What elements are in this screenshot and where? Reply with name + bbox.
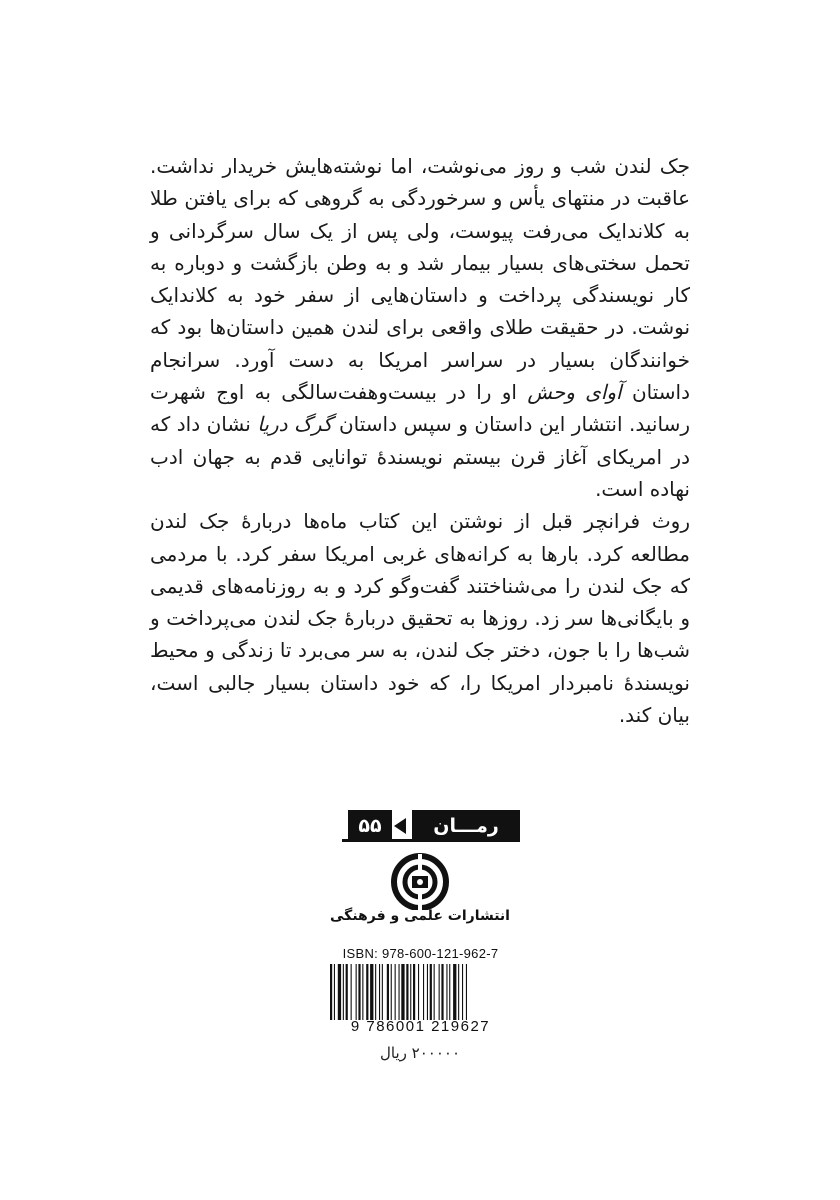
barcode-bar	[418, 964, 419, 1020]
barcode-digits: 9 786001 219627	[350, 1018, 491, 1035]
publisher-logo-icon	[382, 850, 458, 910]
price-label: ۲۰۰۰۰۰ ریال	[380, 1044, 460, 1062]
text-line: به کلاندایک می‌رفت پیوست، ولی پس از یک سال سرگردانی و	[150, 218, 690, 243]
text-line: جک لندن شب و روز می‌نوشت، اما نوشته‌هایش خریدار نداشت.	[150, 154, 690, 178]
text-line: نشان داد که در امریکای آغاز	[150, 412, 690, 469]
barcode-bar	[441, 964, 443, 1020]
text-line: خوانندگان بسیار در سراسر امریکا به دست آورد. سرانجام داستان	[150, 347, 691, 405]
barcode-bar	[406, 964, 408, 1020]
book-title-sea-wolf: گرگ دریا	[257, 412, 333, 437]
barcode-bar	[346, 964, 348, 1020]
barcode-bar	[334, 964, 335, 1020]
barcode-bar	[343, 964, 344, 1020]
barcode-bar	[462, 964, 463, 1020]
barcode-bar	[453, 964, 456, 1020]
text-line: نویسندهٔ نامبردار امریکا را، که خود داستان بسیار جالبی است، بیان	[150, 670, 690, 728]
barcode-bar	[399, 964, 400, 1020]
series-label: رمـــان	[412, 810, 520, 842]
text-line: کند.	[618, 703, 652, 728]
text-line: نویسندگی پرداخت و داستان‌هایی از سفر خود به کلاندایک نوشت.	[150, 283, 691, 340]
text-line: روث فرانچر قبل از نوشتن این کتاب ماه‌ها دربارهٔ جک لندن	[150, 509, 690, 534]
text-line: در حقیقت طلای واقعی برای لندن همین داستان‌ها بود که	[150, 315, 625, 340]
barcode-bar	[434, 964, 435, 1020]
text-line: شب‌ها را با جون، دختر جک لندن، به سر می‌برد تا زندگی و محیط	[150, 638, 690, 663]
barcode-bar	[370, 964, 373, 1020]
barcode-bar	[356, 964, 357, 1020]
text-line: جک لندن را می‌شناختند گفت‌وگو کرد و به روزنامه‌های قدیمی و	[150, 573, 691, 631]
barcode-bar	[427, 964, 428, 1020]
barcode-bar	[466, 964, 467, 1020]
barcode-bar	[375, 964, 376, 1020]
barcode-bar	[382, 964, 383, 1020]
text-line: تحمل سختی‌های بسیار بیمار شد و به وطن بازگشت و دوباره به کار	[150, 250, 690, 308]
barcode-bar	[391, 964, 392, 1020]
barcode-bar	[413, 964, 415, 1020]
barcode-bar	[358, 964, 360, 1020]
barcode-bar	[395, 964, 396, 1020]
barcode-bar	[379, 964, 380, 1020]
barcode-bar	[366, 964, 368, 1020]
text-line: او را در بیست‌وهفت‌سالگی به اوج شهرت رسانید. انتشار	[150, 380, 691, 437]
back-cover-text	[150, 150, 690, 731]
barcode-bar	[330, 964, 332, 1020]
barcode-bar	[458, 964, 459, 1020]
text-line: بایگانی‌ها سر زد. روزها به تحقیق دربارهٔ جک لندن می‌پرداخت و	[150, 606, 674, 631]
publisher-name: انتشارات علمی و فرهنگی	[330, 908, 510, 924]
barcode-bar	[351, 964, 352, 1020]
barcode-bar	[338, 964, 341, 1020]
barcode-bar	[449, 964, 450, 1020]
paragraph-1	[150, 150, 690, 505]
barcode-bar	[362, 964, 363, 1020]
barcode-bar	[410, 964, 411, 1020]
barcode-bar	[387, 964, 389, 1020]
series-number: ۵۵	[348, 810, 392, 842]
barcode-bar	[401, 964, 404, 1020]
barcode-bar	[446, 964, 447, 1020]
paragraph-2	[150, 505, 690, 731]
barcode-bar	[423, 964, 424, 1020]
barcode-bar	[439, 964, 440, 1020]
text-line: این داستان و سپس داستان	[332, 412, 566, 437]
text-line: عاقبت در منتهای یأس و سرخوردگی به گروهی که برای یافتن طلا	[150, 186, 690, 211]
text-line: مطالعه کرد. بارها به کرانه‌های غربی امریکا سفر کرد. با مردمی که	[150, 541, 691, 598]
series-banner	[342, 810, 520, 842]
text-line: قرن بیستم نویسندهٔ توانایی قدم به جهان ادب نهاده است.	[150, 444, 690, 501]
isbn-label: ISBN: 978-600-121-962-7	[342, 946, 499, 961]
book-title-call-of-the-wild: آوای وحش	[527, 380, 622, 405]
barcode-bar	[430, 964, 432, 1020]
arrow-left-icon	[394, 818, 406, 834]
